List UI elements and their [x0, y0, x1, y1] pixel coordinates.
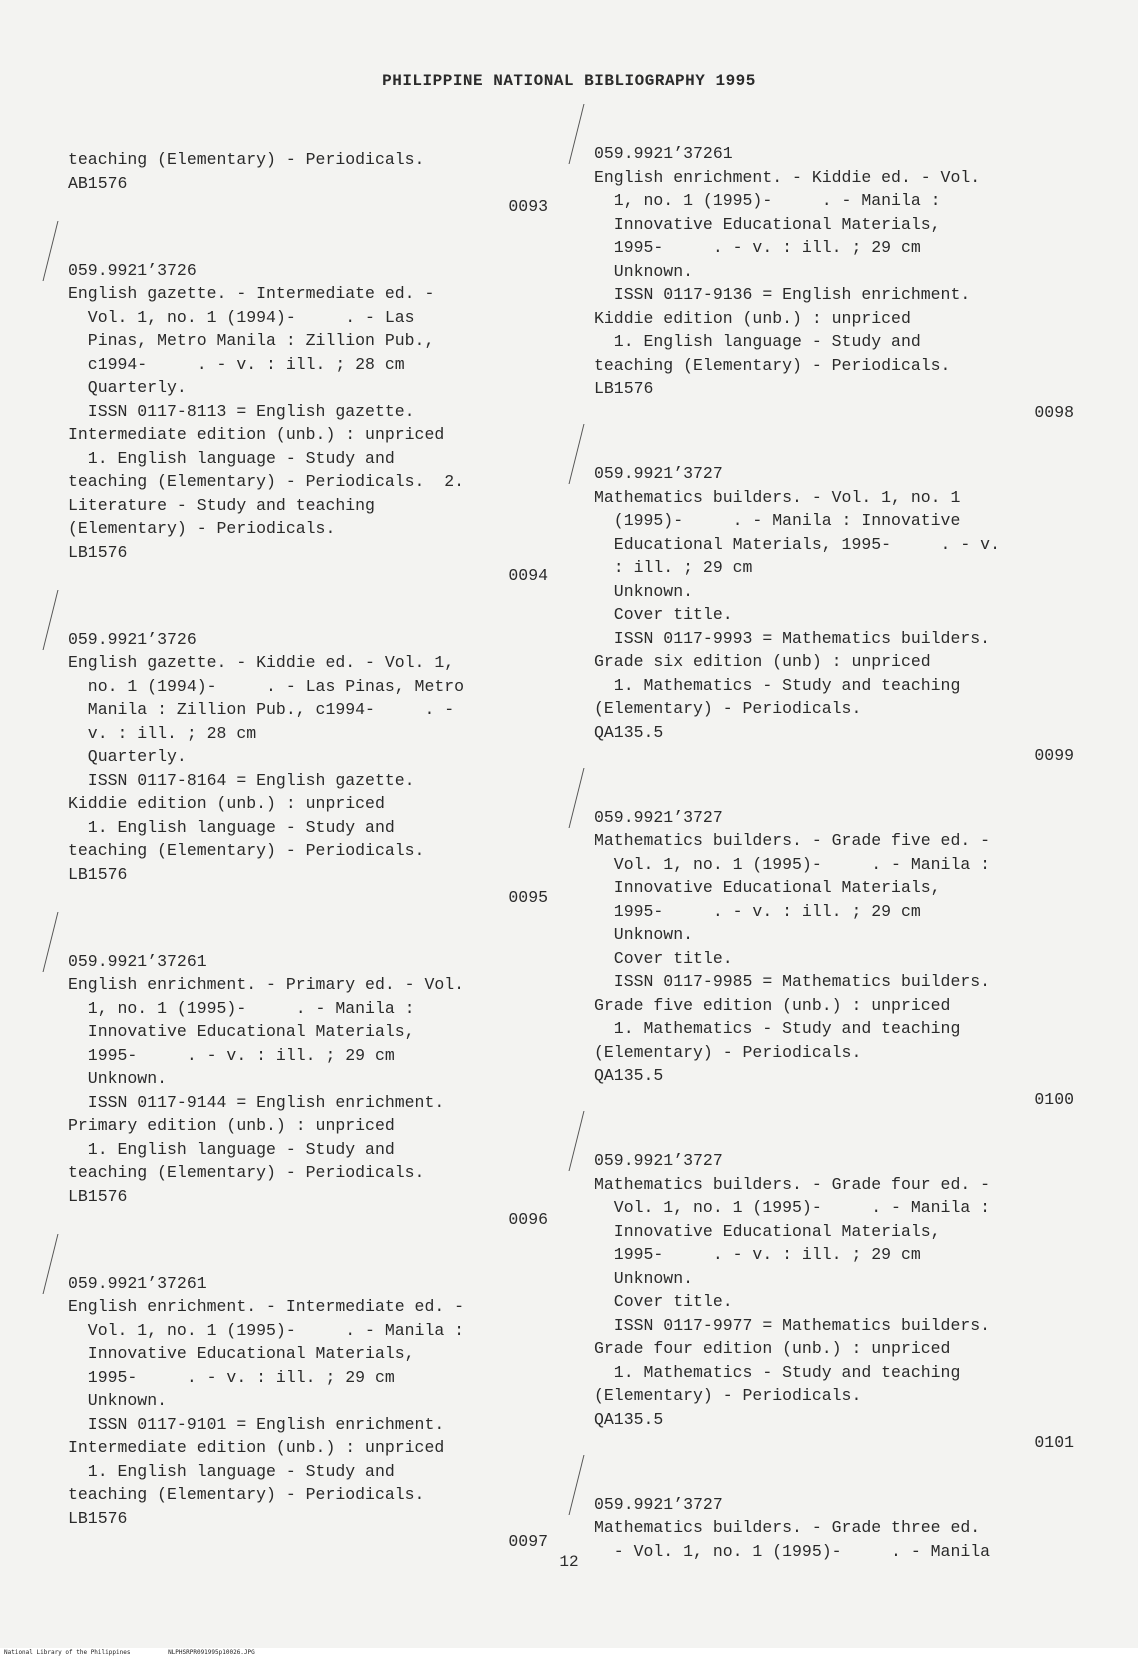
right-column [594, 142, 1074, 1601]
bibliographic-entry [68, 950, 548, 1232]
entry-line: 059.9921’3726 [68, 629, 197, 649]
entry-line: Unknown. [68, 1391, 168, 1410]
entry-line: 1995- . - v. : ill. ; 29 cm [594, 901, 921, 921]
page-title: PHILIPPINE NATIONAL BIBLIOGRAPHY 1995 [382, 72, 756, 90]
entry-line: : ill. ; 29 cm [594, 558, 753, 577]
entry-line: Cover title. [594, 1292, 733, 1311]
entry-line: 1. English language - Study and [68, 1461, 395, 1481]
scan-filename: NLPHSRPR091995p10026.JPG [168, 1649, 255, 1656]
entry-line: Mathematics builders. - Grade four ed. - [594, 1174, 991, 1194]
entry-line: 1. Mathematics - Study and teaching [594, 675, 961, 695]
entry-line: Cover title. [594, 948, 733, 968]
entry-line: ISSN 0117-9144 = English enrichment. [68, 1092, 445, 1112]
entry-line: LB1576 [68, 1186, 128, 1206]
entry-line: (Elementary) - Periodicals. [594, 699, 862, 718]
bibliographic-entry [594, 806, 1074, 1112]
entry-line: Cover title. [594, 605, 733, 624]
library-credit: National Library of the Philippines [4, 1649, 131, 1656]
entry-number: 0093 [508, 197, 548, 216]
bibliographic-entry [68, 148, 548, 219]
entry-line: Kiddie edition (unb.) : unpriced [594, 308, 911, 328]
entry-line: 1995- . - v. : ill. ; 29 cm [594, 238, 921, 257]
entry-number: 0100 [1034, 1089, 1074, 1109]
entry-number: 0094 [508, 566, 548, 585]
entry-line: Vol. 1, no. 1 (1995)- . - Manila : [68, 1320, 465, 1340]
entry-line: QA135.5 [594, 1409, 664, 1429]
entry-line: Vol. 1, no. 1 (1995)- . - Manila : [594, 854, 991, 874]
entry-line: teaching (Elementary) - Periodicals. [594, 355, 951, 375]
entry-line: ISSN 0117-9985 = Mathematics builders. [594, 972, 991, 991]
entry-line: Unknown. [594, 925, 694, 944]
entry-line: Mathematics builders. - Vol. 1, no. 1 [594, 487, 961, 507]
bibliographic-entry [594, 142, 1074, 424]
entry-line: 1995- . - v. : ill. ; 29 cm [68, 1045, 395, 1065]
entry-line: ISSN 0117-9993 = Mathematics builders. [594, 628, 991, 648]
entry-line: teaching (Elementary) - Periodicals. [68, 150, 425, 169]
entry-line: c1994- . - v. : ill. ; 28 cm [68, 354, 405, 374]
entry-line: 059.9921’3727 [594, 807, 723, 827]
entry-line: 1995- . - v. : ill. ; 29 cm [68, 1367, 395, 1387]
entry-line: 1. English language - Study and [594, 332, 921, 351]
entry-line: Innovative Educational Materials, [68, 1022, 415, 1041]
entry-line: 1. English language - Study and [68, 448, 395, 468]
entry-line: Grade six edition (unb) : unpriced [594, 652, 931, 671]
entry-line: English enrichment. - Intermediate ed. - [68, 1297, 465, 1316]
entry-number: 0095 [508, 888, 548, 907]
entry-line: Unknown. [68, 1069, 168, 1088]
bibliographic-entry [594, 462, 1074, 768]
entry-line: Intermediate edition (unb.) : unpriced [68, 1438, 445, 1457]
entry-line: (Elementary) - Periodicals. [594, 1042, 862, 1062]
entry-line: Innovative Educational Materials, [594, 878, 941, 897]
entry-line: 1, no. 1 (1995)- . - Manila : [594, 191, 941, 210]
scan-info-strip [0, 1648, 1138, 1658]
entry-line: 1. English language - Study and [68, 817, 395, 837]
entry-line: teaching (Elementary) - Periodicals. 2. [68, 472, 465, 491]
entry-line: LB1576 [68, 864, 128, 884]
entry-line: Unknown. [594, 581, 694, 601]
entry-line: 1. English language - Study and [68, 1139, 395, 1159]
entry-number: 0101 [1034, 1433, 1074, 1452]
entry-line: teaching (Elementary) - Periodicals. [68, 841, 425, 860]
left-column [68, 148, 548, 1594]
entry-line: Innovative Educational Materials, [594, 1221, 941, 1241]
entry-line: ISSN 0117-9101 = English enrichment. [68, 1414, 445, 1434]
page-number: 12 [559, 1553, 579, 1571]
entry-number: 0096 [508, 1210, 548, 1229]
entry-line: Innovative Educational Materials, [68, 1344, 415, 1363]
entry-line: 059.9921’37261 [68, 951, 207, 971]
bibliographic-entry [68, 1272, 548, 1554]
entry-line: QA135.5 [594, 1066, 664, 1085]
entry-line: ISSN 0117-8164 = English gazette. [68, 770, 415, 790]
entry-line: Educational Materials, 1995- . - v. [594, 534, 1000, 554]
entry-line: Mathematics builders. - Grade five ed. - [594, 831, 991, 850]
entry-line: (1995)- . - Manila : Innovative [594, 511, 961, 530]
entry-number: 0098 [1034, 402, 1074, 422]
entry-line: Quarterly. [68, 378, 187, 397]
entry-line: Grade five edition (unb.) : unpriced [594, 995, 951, 1015]
entry-line: English gazette. - Intermediate ed. - [68, 284, 435, 303]
entry-line: teaching (Elementary) - Periodicals. [68, 1485, 425, 1504]
entry-line: - Vol. 1, no. 1 (1995)- . - Manila [594, 1541, 991, 1561]
entry-line: LB1576 [594, 379, 654, 398]
entry-line: teaching (Elementary) - Periodicals. [68, 1163, 425, 1182]
entry-line: v. : ill. ; 28 cm [68, 723, 257, 743]
bibliographic-entry [594, 1149, 1074, 1455]
entry-line: Mathematics builders. - Grade three ed. [594, 1518, 981, 1537]
entry-line: 059.9921’3726 [68, 260, 197, 280]
entry-number: 0099 [1034, 746, 1074, 765]
entry-line: 1, no. 1 (1995)- . - Manila : [68, 998, 415, 1018]
entry-line: 059.9921’3727 [594, 1151, 723, 1170]
entry-line: Primary edition (unb.) : unpriced [68, 1116, 395, 1135]
entry-line: no. 1 (1994)- . - Las Pinas, Metro [68, 676, 465, 696]
entry-line: LB1576 [68, 1508, 128, 1528]
entry-line: LB1576 [68, 542, 128, 562]
entry-line: (Elementary) - Periodicals. [68, 519, 336, 538]
entry-line: Innovative Educational Materials, [594, 214, 941, 234]
entry-line: 059.9921’37261 [68, 1273, 207, 1293]
entry-line: English enrichment. - Primary ed. - Vol. [68, 975, 465, 994]
entry-line: 059.9921’37261 [594, 144, 733, 163]
entry-line: Vol. 1, no. 1 (1995)- . - Manila : [594, 1198, 991, 1217]
entry-line: Kiddie edition (unb.) : unpriced [68, 794, 385, 813]
entry-line: Vol. 1, no. 1 (1994)- . - Las [68, 307, 415, 327]
entry-line: Intermediate edition (unb.) : unpriced [68, 425, 445, 444]
entry-line: AB1576 [68, 173, 128, 193]
entry-line: Unknown. [594, 1268, 694, 1288]
entry-line: English enrichment. - Kiddie ed. - Vol. [594, 167, 981, 187]
entry-number: 0097 [508, 1532, 548, 1551]
entry-line: 059.9921’3727 [594, 464, 723, 483]
entry-line: Pinas, Metro Manila : Zillion Pub., [68, 331, 435, 350]
entry-line: ISSN 0117-9977 = Mathematics builders. [594, 1315, 991, 1335]
entry-line: (Elementary) - Periodicals. [594, 1386, 862, 1405]
entry-line: 059.9921’3727 [594, 1494, 723, 1514]
bibliographic-entry [68, 259, 548, 588]
entry-line: Manila : Zillion Pub., c1994- . - [68, 700, 455, 719]
entry-line: English gazette. - Kiddie ed. - Vol. 1, [68, 653, 455, 672]
entry-line: Grade four edition (unb.) : unpriced [594, 1339, 951, 1358]
entry-line: Unknown. [594, 261, 694, 281]
entry-line: Literature - Study and teaching [68, 495, 375, 515]
entry-line: 1995- . - v. : ill. ; 29 cm [594, 1245, 921, 1264]
entry-line: 1. Mathematics - Study and teaching [594, 1019, 961, 1038]
entry-line: ISSN 0117-9136 = English enrichment. [594, 285, 971, 304]
bibliographic-entry [68, 628, 548, 910]
entry-line: 1. Mathematics - Study and teaching [594, 1362, 961, 1382]
entry-line: Quarterly. [68, 747, 187, 766]
entry-line: QA135.5 [594, 722, 664, 742]
entry-line: ISSN 0117-8113 = English gazette. [68, 401, 415, 421]
